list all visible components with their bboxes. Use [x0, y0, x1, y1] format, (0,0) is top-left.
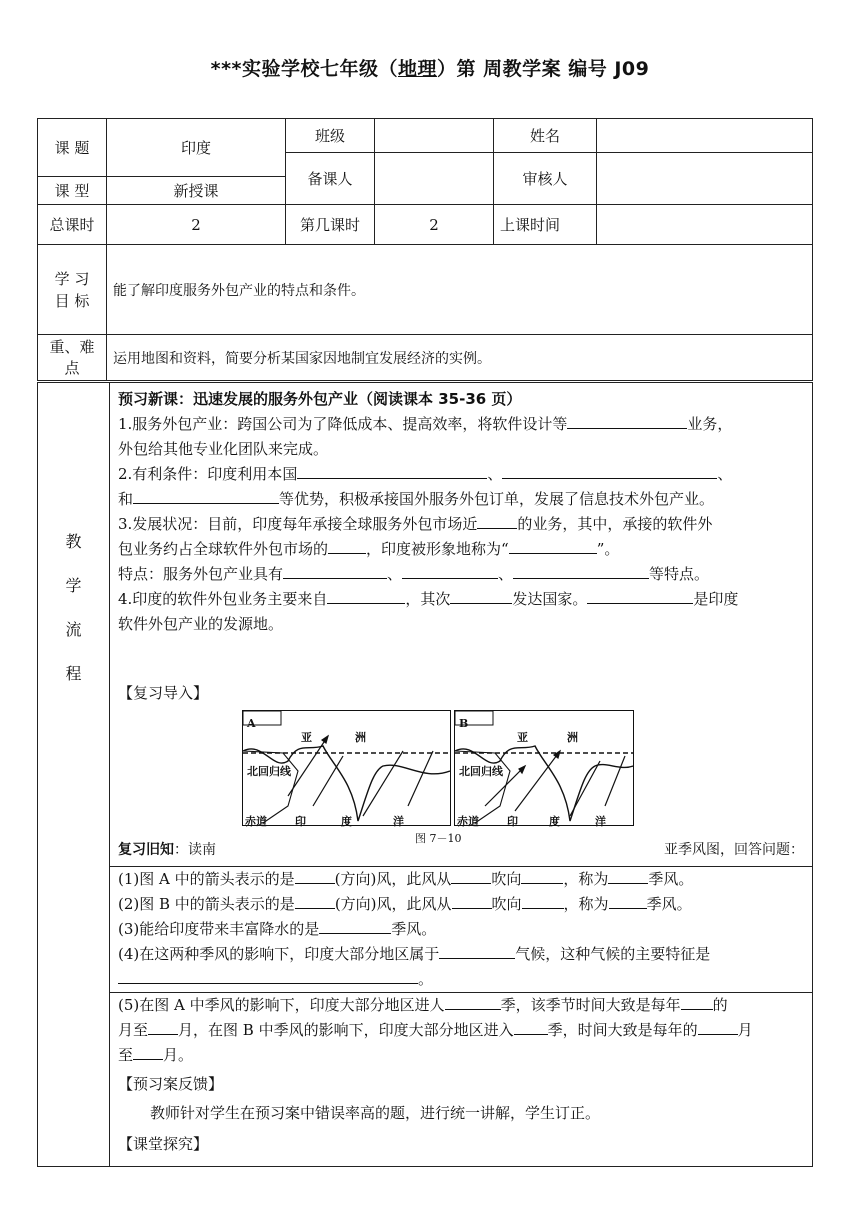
map-a-label: A	[247, 717, 256, 730]
review-head: 【复习导入】	[118, 684, 209, 702]
q4-text-c: 发达国家。	[512, 590, 588, 608]
r2-text-d: ，称为	[563, 895, 609, 913]
kexing-label: 课 型	[38, 177, 107, 205]
r5-text-g: 月	[737, 1021, 753, 1039]
zongkeshi-label: 总课时	[38, 205, 107, 245]
map-b-asia-2: 洲	[567, 731, 578, 744]
explore-head: 【课堂探究】	[118, 1135, 209, 1153]
r1-text-c: 吹向	[491, 870, 522, 888]
map-a	[242, 710, 451, 826]
map-b-tropic: 北回归线	[459, 765, 503, 778]
map-b-equator: 赤道	[457, 815, 479, 828]
teaching-flow	[37, 382, 813, 1167]
r5-text-b: 季，该季节时间大致是每年	[500, 996, 681, 1014]
preview-title: 预习新课：迅速发展的服务外包产业（阅读课本 35-36 页）	[118, 390, 522, 408]
r5-text-f: 季，时间大致是每年的	[547, 1021, 698, 1039]
beikeren-label: 备课人	[286, 153, 375, 205]
r1-text: (1)图 A 中的箭头表示的是	[118, 870, 295, 888]
q3-text-f: 特点：服务外包产业具有	[118, 565, 284, 583]
shangkeshijian-value[interactable]	[597, 205, 813, 245]
shenheren-label: 审核人	[494, 153, 597, 205]
q3-blank-5[interactable]	[402, 562, 498, 579]
q3-text-e: ”。	[596, 540, 620, 558]
map-a-equator: 赤道	[245, 815, 267, 828]
r2-blank-2[interactable]	[452, 892, 492, 909]
feedback-text: 教师针对学生在预习案中错误率高的题，进行统一讲解，学生订正。	[150, 1104, 601, 1122]
map-a-asia-1: 亚	[301, 731, 312, 744]
monsoon-maps	[118, 706, 804, 845]
r5-blank-5[interactable]	[698, 1018, 738, 1035]
r3-text: (3)能给印度带来丰富降水的是	[118, 920, 320, 938]
zhongnan-label: 重、难 点	[38, 335, 107, 381]
zhongnan-value: 运用地图和资料，简要分析某国家因地制宜发展经济的实例。	[107, 335, 813, 381]
q2-text: 2.有利条件：印度利用本国	[118, 465, 298, 483]
q2-blank-2[interactable]	[502, 462, 717, 479]
q1-cont: 外包给其他专业化团队来完成。	[118, 440, 329, 458]
review-text-b: 亚季风图，回答问题：	[664, 842, 804, 858]
r2-blank-3[interactable]	[522, 892, 564, 909]
map-a-du: 度	[341, 815, 352, 828]
r2-blank-4[interactable]	[609, 892, 647, 909]
q2-blank-3[interactable]	[133, 487, 279, 504]
q3-text-c: 包业务约占全球软件外包市场的	[118, 540, 329, 558]
r1-blank-2[interactable]	[451, 867, 491, 884]
q3-text-g: 等特点。	[649, 565, 710, 583]
dijikeshi-label: 第几课时	[286, 205, 375, 245]
r5-text-d: 月至	[118, 1021, 149, 1039]
map-b-du: 度	[549, 815, 560, 828]
feedback-head: 【预习案反馈】	[118, 1075, 224, 1093]
q3-blank-4[interactable]	[283, 562, 387, 579]
banji-label: 班级	[286, 119, 375, 153]
kexing-value: 新授课	[107, 177, 286, 205]
q2-text-c: 和	[118, 490, 134, 508]
side-char-2: 学	[65, 576, 82, 595]
r2-text-e: 季风。	[646, 895, 692, 913]
q3-sep-2: 、	[498, 565, 514, 583]
r1-text-d: ，称为	[563, 870, 609, 888]
r4-blank-2[interactable]	[118, 967, 418, 984]
q3-sep-1: 、	[387, 565, 403, 583]
r1-blank-4[interactable]	[608, 867, 648, 884]
r5-blank-2[interactable]	[681, 993, 713, 1010]
banji-value[interactable]	[375, 119, 494, 153]
q2-blank-1[interactable]	[297, 462, 487, 479]
map-a-asia-2: 洲	[355, 731, 366, 744]
q2-sep-2: 、	[717, 465, 733, 483]
r5-blank-6[interactable]	[133, 1043, 163, 1060]
r2-blank-1[interactable]	[295, 892, 335, 909]
q4-cont: 软件外包产业的发源地。	[118, 615, 284, 633]
r1-text-b: (方向)风，此风从	[334, 870, 452, 888]
r3-blank[interactable]	[319, 917, 391, 934]
q4-text: 4.印度的软件外包业务主要来自	[118, 590, 328, 608]
map-b-ocean: 洋	[595, 815, 606, 828]
r1-blank-1[interactable]	[295, 867, 335, 884]
q4-text-b: ，其次	[405, 590, 451, 608]
q4-blank-3[interactable]	[587, 587, 693, 604]
q4-blank-2[interactable]	[450, 587, 512, 604]
xingming-label: 姓名	[494, 119, 597, 153]
mubiao-value: 能了解印度服务外包产业的特点和条件。	[107, 245, 813, 335]
r5-text-e: 月，在图 B 中季风的影响下，印度大部分地区进入	[178, 1021, 514, 1039]
q3-text-d: ，印度被形象地称为“	[366, 540, 509, 558]
mubiao-label: 学 习 目 标	[38, 245, 107, 335]
r4-blank-1[interactable]	[439, 942, 515, 959]
side-char-3: 流	[65, 620, 82, 639]
map-caption: 图 7－10	[415, 832, 462, 845]
xingming-value[interactable]	[597, 119, 813, 153]
r4-text: (4)在这两种季风的影响下，印度大部分地区属于	[118, 945, 440, 963]
map-b	[454, 710, 634, 826]
r5-text: (5)在图 A 中季风的影响下，印度大部分地区进人	[118, 996, 445, 1014]
review-text-a: ：读南	[174, 842, 216, 858]
side-char-1: 教	[65, 532, 82, 551]
map-b-asia-1: 亚	[517, 731, 528, 744]
q3-blank-3[interactable]	[509, 537, 597, 554]
review-label: 复习旧知	[118, 842, 174, 858]
r4-text-c: 。	[418, 970, 434, 988]
r3-text-b: 季风。	[391, 920, 437, 938]
map-b-india: 印	[507, 815, 518, 828]
keti-value: 印度	[107, 119, 286, 177]
shenheren-value[interactable]	[597, 153, 813, 205]
r5-text-c: 的	[712, 996, 728, 1014]
q2-sep: 、	[487, 465, 503, 483]
zongkeshi-value: 2	[107, 205, 286, 245]
q3-blank-6[interactable]	[513, 562, 649, 579]
r5-blank-3[interactable]	[148, 1018, 178, 1035]
r1-blank-3[interactable]	[521, 867, 563, 884]
q3-blank-2[interactable]	[328, 537, 366, 554]
r2-text-c: 吹向	[491, 895, 522, 913]
q4-text-d: 是印度	[693, 590, 739, 608]
q3-blank-1[interactable]	[477, 512, 517, 529]
q2-text-d: 等优势，积极承接国外服务外包订单，发展了信息技术外包产业。	[279, 490, 715, 508]
q1-blank[interactable]	[567, 412, 687, 429]
beikeren-value[interactable]	[375, 153, 494, 205]
map-b-label: B	[459, 717, 469, 730]
flow-side	[38, 383, 110, 1166]
side-char-4: 程	[65, 664, 82, 683]
r5-blank-4[interactable]	[514, 1018, 548, 1035]
r4-text-b: 气候，这种气候的主要特征是	[515, 945, 711, 963]
header-table	[37, 118, 813, 381]
r5-text-i: 月。	[163, 1046, 194, 1064]
shangkeshijian-label: 上课时间	[494, 205, 597, 245]
map-a-india: 印	[295, 815, 306, 828]
q1-text-b: 业务，	[687, 415, 733, 433]
q1-text: 1.服务外包产业：跨国公司为了降低成本、提高效率，将软件设计等	[118, 415, 568, 433]
r5-text-h: 至	[118, 1046, 134, 1064]
map-a-tropic: 北回归线	[247, 765, 291, 778]
q3-text-b: 的业务，其中，承接的软件外	[517, 515, 713, 533]
r1-text-e: 季风。	[648, 870, 694, 888]
r2-text-b: (方向)风，此风从	[334, 895, 452, 913]
page-title: ***实验学校七年级（地理）第 周教学案 编号 J09	[210, 58, 650, 80]
keti-label: 课 题	[38, 119, 107, 177]
dijikeshi-value: 2	[375, 205, 494, 245]
map-a-ocean: 洋	[393, 815, 404, 828]
flow-content	[110, 383, 812, 1166]
r2-text: (2)图 B 中的箭头表示的是	[118, 895, 295, 913]
q4-blank-1[interactable]	[327, 587, 405, 604]
q3-text: 3.发展状况：目前，印度每年承接全球服务外包市场近	[118, 515, 478, 533]
r5-blank-1[interactable]	[445, 993, 501, 1010]
